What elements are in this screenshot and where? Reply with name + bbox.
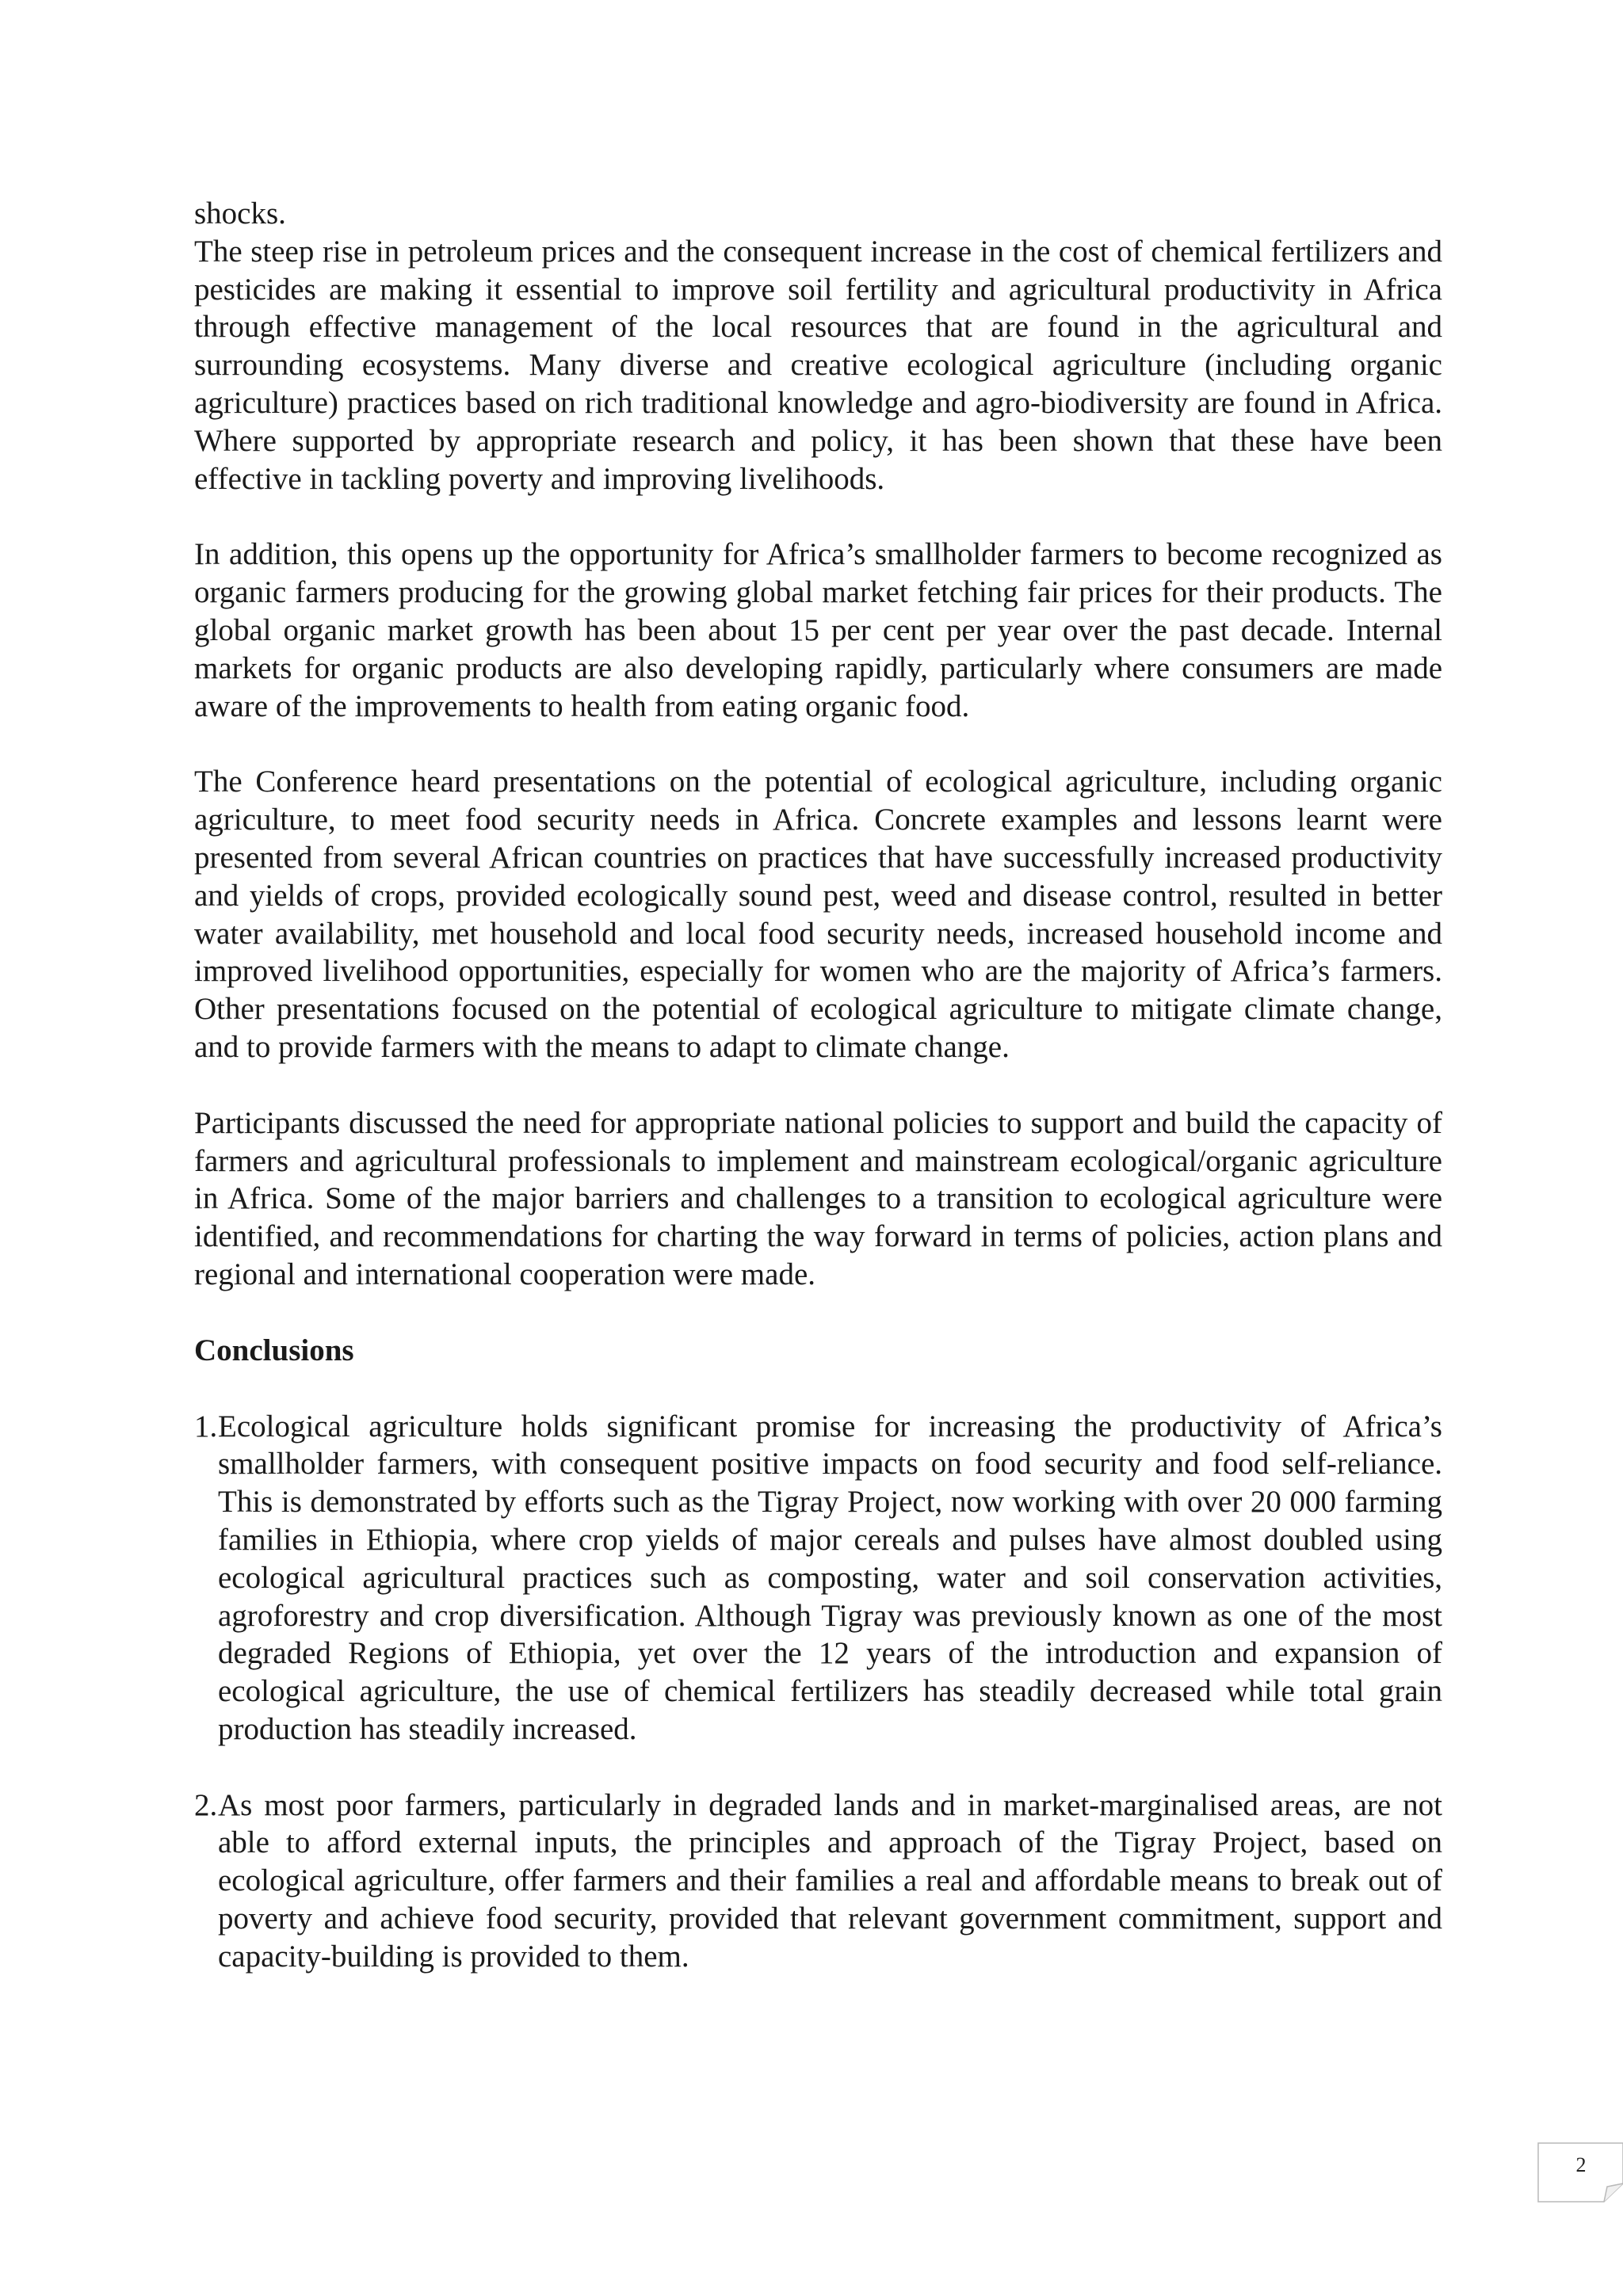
paragraph-smallholder-opportunity: In addition, this opens up the opportunity for Africa’s smallholder farmers to become recognized as organic farmers producing for the growing global market fetching fair prices for their products. The global organic market growth has been about 15 per cent per year over the past decade. Internal markets for organic products are also developing rapidly, particularly where consumers are made aware of the improvements to health from eating organic food. bbox=[194, 537, 1442, 723]
conclusion-item bbox=[194, 1787, 1442, 1976]
conclusion-text: As most poor farmers, particularly in degraded lands and in market-marginalised areas, are not able to afford external inputs, the principles and approach of the Tigray Project, based on ecological agriculture, offer farmers and their families a real and affordable means to break out of poverty and achieve food security, provided that relevant government commitment, support and capacity-building is provided to them. bbox=[218, 1787, 1442, 1974]
conclusion-item bbox=[194, 1408, 1442, 1749]
paragraph-petroleum-prices: The steep rise in petroleum prices and the consequent increase in the cost of chemical fertilizers and pesticides are making it essential to improve soil fertility and agricultural productivity in Africa through effective management of the local resources that are found in the agricultural and surrounding ecosystems. Many diverse and creative ecological agriculture (including organic agriculture) practices based on rich traditional knowledge and agro-biodiversity are found in Africa. Where supported by appropriate research and policy, it has been shown that these have been effective in tackling poverty and improving livelihoods. bbox=[194, 234, 1442, 496]
conclusion-number: 2. bbox=[194, 1787, 218, 1822]
paragraph-conference-presentations: The Conference heard presentations on the potential of ecological agriculture, including organic agriculture, to meet food security needs in Africa. Concrete examples and lessons learnt were presented from several African countries on practices that have successfully increased productivity and yields of crops, provided ecologically sound pest, weed and disease control, resulted in better water availability, met household and local food security needs, increased household income and improved livelihood opportunities, especially for women who are the majority of Africa’s farmers. Other presentations focused on the potential of ecological agriculture to mitigate climate change, and to provide farmers with the means to adapt to climate change. bbox=[194, 765, 1442, 1064]
conclusion-number: 1. bbox=[194, 1409, 218, 1444]
paragraph-shocks: shocks. bbox=[194, 196, 286, 231]
conclusions-heading: Conclusions bbox=[194, 1333, 354, 1367]
body-text bbox=[194, 195, 1442, 1976]
page-number: 2 bbox=[1575, 2153, 1587, 2176]
paragraph-participants-discussion: Participants discussed the need for appropriate national policies to support and build the capacity of farmers and agricultural professionals to implement and mainstream ecological/organic agriculture in Africa. Some of the major barriers and challenges to a transition to ecological agriculture were identified, and recommendations for charting the way forward in terms of policies, action plans and regional and international cooperation were made. bbox=[194, 1105, 1442, 1291]
page-number-box bbox=[1537, 2142, 1623, 2203]
conclusion-text: Ecological agriculture holds significant promise for increasing the productivity of Africa’s smallholder farmers, with consequent positive impacts on food security and food self-reliance. This is demonstrated by efforts such as the Tigray Project, now working with over 20 000 farming families in Ethiopia, where crop yields of major cereals and pulses have almost doubled using ecological agricultural practices such as composting, water and soil conservation activities, agroforestry and crop diversification. Although Tigray was previously known as one of the most degraded Regions of Ethiopia, yet over the 12 years of the introduction and expansion of ecological agriculture, the use of chemical fertilizers has steadily decreased while total grain production has steadily increased. bbox=[218, 1409, 1442, 1746]
